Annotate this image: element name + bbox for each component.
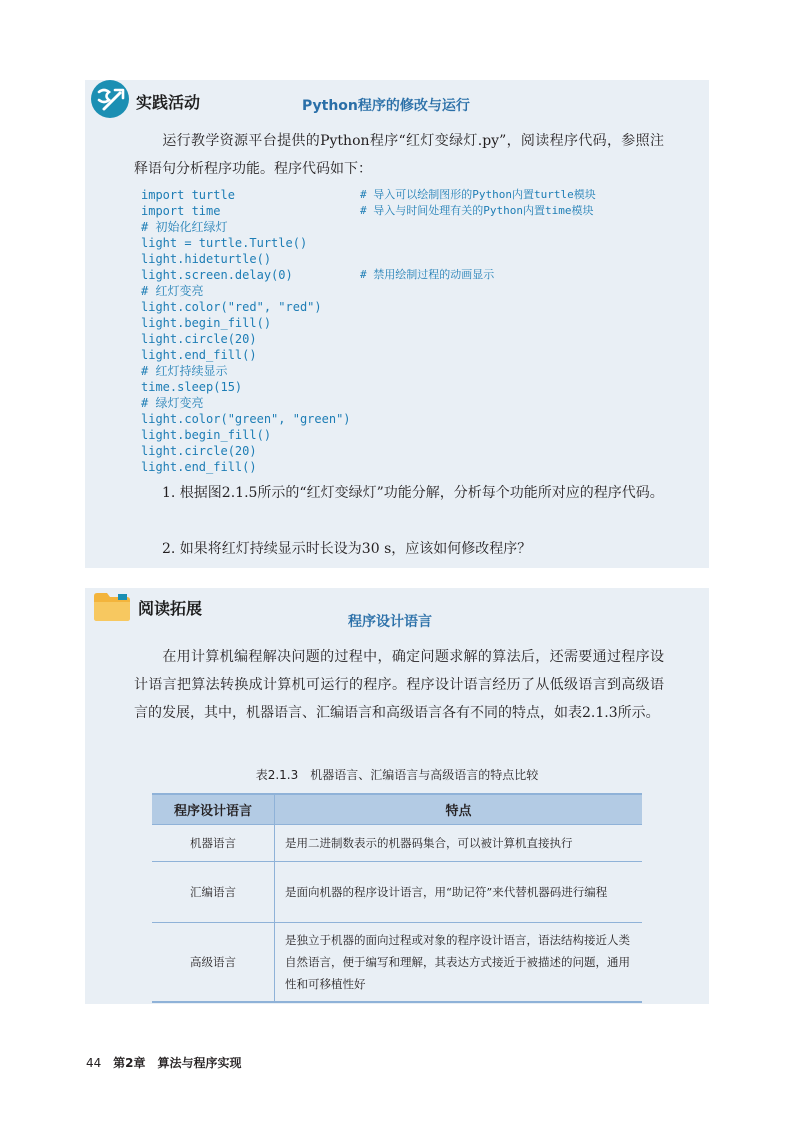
- code-text: light.circle(20): [141, 444, 257, 458]
- code-text: light.screen.delay(0): [141, 268, 293, 282]
- language-comparison-table: [152, 793, 642, 1003]
- code-text: import turtle: [141, 188, 235, 202]
- cell-language: 机器语言: [152, 825, 275, 862]
- code-text: light.circle(20): [141, 332, 257, 346]
- activity-intro: 运行教学资源平台提供的Python程序“红灯变绿灯.py”，阅读程序代码，参照注释语句分析程序功能。程序代码如下：: [134, 133, 664, 177]
- question-1: 1. 根据图2.1.5所示的“红灯变绿灯”功能分解，分析每个功能所对应的程序代码。: [162, 485, 664, 501]
- chapter-title: 第2章 算法与程序实现: [113, 1056, 242, 1070]
- header-language: 程序设计语言: [152, 794, 275, 825]
- code-text: # 红灯持续显示: [141, 364, 228, 378]
- code-text: light.color("green", "green"): [141, 412, 351, 426]
- cell-language: 汇编语言: [152, 862, 275, 923]
- activity-heading: Python程序的修改与运行: [302, 98, 470, 114]
- code-comment: # 禁用绘制过程的动画显示: [360, 268, 495, 281]
- code-text: light.begin_fill(): [141, 428, 272, 442]
- cell-language: 高级语言: [152, 923, 275, 1003]
- cell-feature: 是用二进制数表示的机器码集合，可以被计算机直接执行: [275, 825, 643, 862]
- code-text: time.sleep(15): [141, 380, 243, 394]
- cell-feature: 是独立于机器的面向过程或对象的程序设计语言，语法结构接近人类自然语言，便于编写和理解，其表达方式接近于被描述的问题，通用性和可移植性好: [275, 923, 643, 1003]
- table-row: [152, 923, 642, 1003]
- reading-heading: 程序设计语言: [348, 614, 432, 630]
- code-comment: # 导入可以绘制图形的Python内置turtle模块: [360, 188, 596, 201]
- code-text: light = turtle.Turtle(): [141, 236, 308, 250]
- page-footer: [86, 1054, 241, 1071]
- question-2: 2. 如果将红灯持续显示时长设为30 s，应该如何修改程序？: [162, 541, 532, 557]
- code-text: light.begin_fill(): [141, 316, 272, 330]
- reading-extension-label: 阅读拓展: [138, 599, 203, 618]
- code-text: # 红灯变亮: [141, 284, 204, 298]
- page-number: 44: [86, 1056, 102, 1070]
- header-feature: 特点: [275, 794, 643, 825]
- practice-activity-label: 实践活动: [136, 93, 201, 112]
- code-text: light.color("red", "red"): [141, 300, 322, 314]
- code-text: # 初始化红绿灯: [141, 220, 228, 234]
- code-text: light.end_fill(): [141, 348, 257, 362]
- cell-feature: 是面向机器的程序设计语言，用“助记符”来代替机器码进行编程: [275, 862, 643, 923]
- code-comment: # 导入与时间处理有关的Python内置time模块: [360, 204, 594, 217]
- code-text: # 绿灯变亮: [141, 396, 204, 410]
- code-text: light.hideturtle(): [141, 252, 272, 266]
- table-row: [152, 825, 642, 862]
- table-header-row: [152, 794, 642, 825]
- table-caption: 表2.1.3 机器语言、汇编语言与高级语言的特点比较: [255, 768, 539, 782]
- reading-paragraph: 在用计算机编程解决问题的过程中，确定问题求解的算法后，还需要通过程序设计语言把算法转换成计算机可运行的程序。程序设计语言经历了从低级语言到高级语言的发展，其中，机器语言、汇编语言和高级语言各有不同的特点，如表2.1.3所示。: [134, 649, 664, 721]
- practice-activity-icon: [90, 79, 130, 119]
- code-text: light.end_fill(): [141, 460, 257, 474]
- folder-icon: [92, 590, 132, 622]
- code-text: import time: [141, 204, 221, 218]
- table-row: [152, 862, 642, 923]
